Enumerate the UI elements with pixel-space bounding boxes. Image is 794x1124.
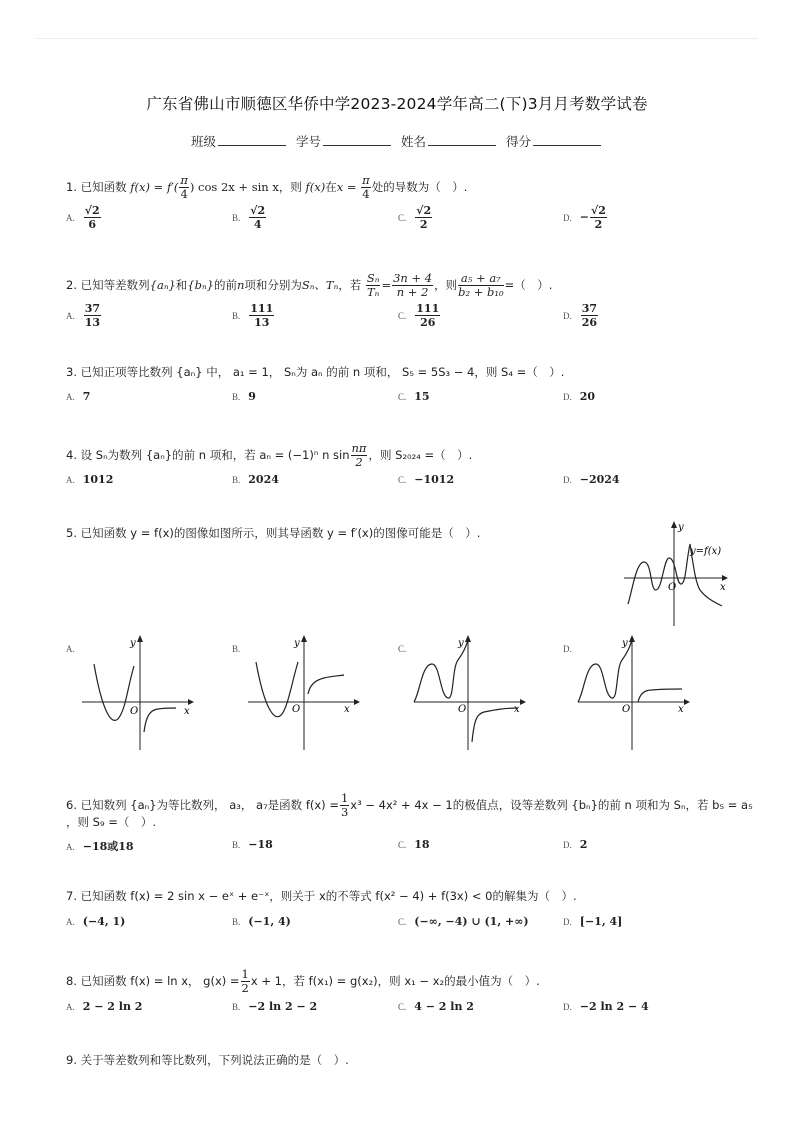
- q2-fraction-sn-tn: $\frac{\text{Sₙ}}{\text{Tₙ}}$: [366, 271, 380, 299]
- score-label: 得分: [505, 134, 531, 149]
- q8-text-a: 已知函数 f(x) = ln x， g(x) =: [80, 974, 240, 988]
- name-label: 姓名: [400, 134, 426, 149]
- student-info-row: [0, 132, 794, 150]
- q5-main-axis-y-label: y: [678, 522, 684, 533]
- q5-option-a-label: A.: [66, 644, 75, 654]
- q1-fraction-pi4: $\frac{\pi}{4}$: [180, 173, 188, 201]
- q2-text-b: 和: [175, 278, 188, 292]
- q6-number: 6.: [66, 798, 77, 812]
- score-blank[interactable]: [533, 133, 601, 146]
- svg-text:x: x: [678, 704, 684, 715]
- q9-text: 关于等差数列和等比数列，下列说法正确的是（ ）.: [80, 1053, 349, 1067]
- q5-option-d-graph[interactable]: [574, 632, 694, 752]
- q2-option-b[interactable]: B. $\frac{111}{13}$: [232, 302, 274, 329]
- q2-text-g: =（ ）.: [504, 278, 553, 292]
- q2-seq-b: {bₙ}: [187, 278, 214, 292]
- q1-expr2: ) cos 2x + sin x: [189, 180, 279, 194]
- q2-n: n: [236, 278, 245, 292]
- q7-option-d[interactable]: D. [−1, 4]: [563, 915, 623, 928]
- q7-option-c[interactable]: C. (−∞, −4) ∪ (1, +∞): [398, 915, 529, 928]
- q4-option-a[interactable]: A. 1012: [66, 473, 114, 486]
- class-label: 班级: [190, 134, 216, 149]
- q4-fraction-npi2: $\frac{n\pi}{2}$: [351, 441, 367, 469]
- q6-text-b: x³ − 4x² + 4x − 1的极值点，设等差数列 {bₙ}的前 n 项和为 Sₙ，若 b₅ = a₅: [350, 798, 753, 812]
- q4-option-c[interactable]: C. −1012: [398, 473, 455, 486]
- q5-text: 已知函数 y = f(x)的图像如图所示，则其导函数 y = f′(x)的图像可能是（ ）.: [80, 526, 481, 540]
- q1-expr4: x =: [336, 180, 357, 194]
- q1-option-b[interactable]: B. $\frac{√2}{4}$: [232, 204, 266, 231]
- svg-text:y: y: [458, 638, 464, 649]
- q1-expr3: f(x): [305, 180, 326, 194]
- q5-option-b-label: B.: [232, 644, 241, 654]
- q8-fraction-1-2: $\frac{1}{2}$: [241, 967, 249, 995]
- q3-option-b[interactable]: B. 9: [232, 390, 256, 403]
- q5-option-d-label: D.: [563, 644, 572, 654]
- svg-text:y: y: [294, 638, 300, 649]
- q3-option-d[interactable]: D. 20: [563, 390, 596, 403]
- q7-option-a[interactable]: A. (−4, 1): [66, 915, 126, 928]
- question-1: [66, 174, 467, 201]
- q1-fraction-pi4-b: $\frac{\pi}{4}$: [362, 173, 370, 201]
- top-rule: [36, 38, 758, 39]
- q4-text-b: ，则 S₂₀₂₄ =（ ）.: [368, 448, 473, 462]
- q2-sums: Sₙ、Tₙ: [301, 278, 339, 292]
- q1-text-c: 在: [325, 180, 337, 194]
- q3-text: 已知正项等比数列 {aₙ} 中， a₁ = 1， Sₙ为 aₙ 的前 n 项和， S₅ = 5S₃ − 4，则 S₄ =（ ）.: [80, 365, 565, 379]
- q1-option-a[interactable]: A. $\frac{√2}{6}$: [66, 204, 100, 231]
- question-8: [66, 968, 540, 995]
- q5-main-curve-label: y=f(x): [690, 546, 722, 557]
- q2-fraction-target: $\frac{\text{a₅ + a₇}}{\text{b₂ + b₁₀}}$: [458, 271, 504, 299]
- q6-text-a: 已知数列 {aₙ}为等比数列， a₃， a₇是函数 f(x) =: [80, 798, 339, 812]
- q2-text-c: 的前: [213, 278, 237, 292]
- q3-option-c[interactable]: C. 15: [398, 390, 430, 403]
- question-4: [66, 442, 472, 469]
- q6-option-a[interactable]: A. −18或18: [66, 840, 134, 853]
- question-6-cont: [66, 814, 156, 830]
- q5-main-axis-x-label: x: [720, 582, 726, 593]
- q2-number: 2.: [66, 278, 77, 292]
- q5-option-a-graph[interactable]: [78, 632, 198, 752]
- q3-number: 3.: [66, 365, 77, 379]
- q3-option-a[interactable]: A. 7: [66, 390, 91, 403]
- question-3: [66, 364, 564, 380]
- q8-option-d[interactable]: D. −2 ln 2 − 4: [563, 1000, 649, 1013]
- q4-option-d[interactable]: D. −2024: [563, 473, 620, 486]
- q1-text-a: 已知函数: [80, 180, 127, 194]
- q2-option-a[interactable]: A. $\frac{37}{13}$: [66, 302, 101, 329]
- q1-text-d: 处的导数为（ ）.: [371, 180, 468, 194]
- svg-text:x: x: [344, 704, 350, 715]
- q2-option-d[interactable]: D. $\frac{37}{26}$: [563, 302, 598, 329]
- q1-number: 1.: [66, 180, 77, 194]
- class-blank[interactable]: [218, 133, 286, 146]
- svg-text:O: O: [292, 704, 301, 715]
- q2-seq-a: {aₙ}: [149, 278, 176, 292]
- q7-option-b[interactable]: B. (−1, 4): [232, 915, 291, 928]
- q7-number: 7.: [66, 889, 77, 903]
- exam-title: 广东省佛山市顺德区华侨中学2023-2024学年高二(下)3月月考数学试卷: [146, 95, 648, 113]
- svg-text:y: y: [130, 638, 136, 649]
- q5-option-c-graph[interactable]: [410, 632, 530, 752]
- q5-main-origin-label: O: [668, 582, 677, 593]
- question-6: [66, 792, 753, 819]
- q2-eq: =: [381, 278, 392, 292]
- q1-option-c[interactable]: C. $\frac{√2}{2}$: [398, 204, 432, 231]
- q8-option-a[interactable]: A. 2 − 2 ln 2: [66, 1000, 143, 1013]
- svg-text:O: O: [622, 704, 631, 715]
- q2-text-f: ，则: [434, 278, 458, 292]
- svg-text:O: O: [130, 706, 139, 717]
- q5-main-graph: [620, 518, 732, 630]
- question-5: [66, 525, 480, 541]
- q6-text-c: ，则 S₉ =（ ）.: [66, 815, 157, 829]
- q2-text-e: ，若: [338, 278, 362, 292]
- q1-text-b: ，则: [278, 180, 302, 194]
- svg-text:x: x: [184, 706, 190, 717]
- name-blank[interactable]: [428, 133, 496, 146]
- question-9: [66, 1052, 349, 1068]
- number-blank[interactable]: [323, 133, 391, 146]
- q6-fraction-1-3: $\frac{1}{3}$: [340, 791, 349, 819]
- q4-number: 4.: [66, 448, 77, 462]
- svg-text:x: x: [514, 704, 520, 715]
- q1-option-d[interactable]: D. − $\frac{√2}{2}$: [563, 204, 606, 231]
- q5-option-c-label: C.: [398, 644, 407, 654]
- q8-option-c[interactable]: C. 4 − 2 ln 2: [398, 1000, 474, 1013]
- q5-option-b-graph[interactable]: [244, 632, 364, 752]
- q2-fraction-ratio: $\frac{3n + 4}{n + 2}$: [393, 271, 433, 299]
- svg-text:O: O: [458, 704, 467, 715]
- q9-number: 9.: [66, 1053, 77, 1067]
- svg-text:y: y: [622, 638, 628, 649]
- q5-number: 5.: [66, 526, 77, 540]
- q1-expr: f(x) = f′(: [130, 180, 179, 194]
- q4-text-a: 设 Sₙ为数列 {aₙ}的前 n 项和，若 aₙ = (−1)ⁿ n sin: [80, 448, 350, 462]
- q8-text-b: x + 1，若 f(x₁) = g(x₂)，则 x₁ − x₂的最小值为（ ）.: [250, 974, 540, 988]
- q2-option-c[interactable]: C. $\frac{111}{26}$: [398, 302, 440, 329]
- q2-text-d: 项和分别为: [244, 278, 302, 292]
- q8-option-b[interactable]: B. −2 ln 2 − 2: [232, 1000, 318, 1013]
- q6-option-b[interactable]: B. −18: [232, 838, 273, 851]
- q8-number: 8.: [66, 974, 77, 988]
- q6-option-c[interactable]: C. 18: [398, 838, 430, 851]
- q2-text-a: 已知等差数列: [80, 278, 150, 292]
- number-label: 学号: [295, 134, 321, 149]
- q6-option-d[interactable]: D. 2: [563, 838, 588, 851]
- q7-text: 已知函数 f(x) = 2 sin x − eˣ + e⁻ˣ，则关于 x的不等式 f(x² − 4) + f(3x) < 0的解集为（ ）.: [80, 889, 577, 903]
- question-2: [66, 272, 552, 299]
- question-7: [66, 888, 577, 904]
- q4-option-b[interactable]: B. 2024: [232, 473, 279, 486]
